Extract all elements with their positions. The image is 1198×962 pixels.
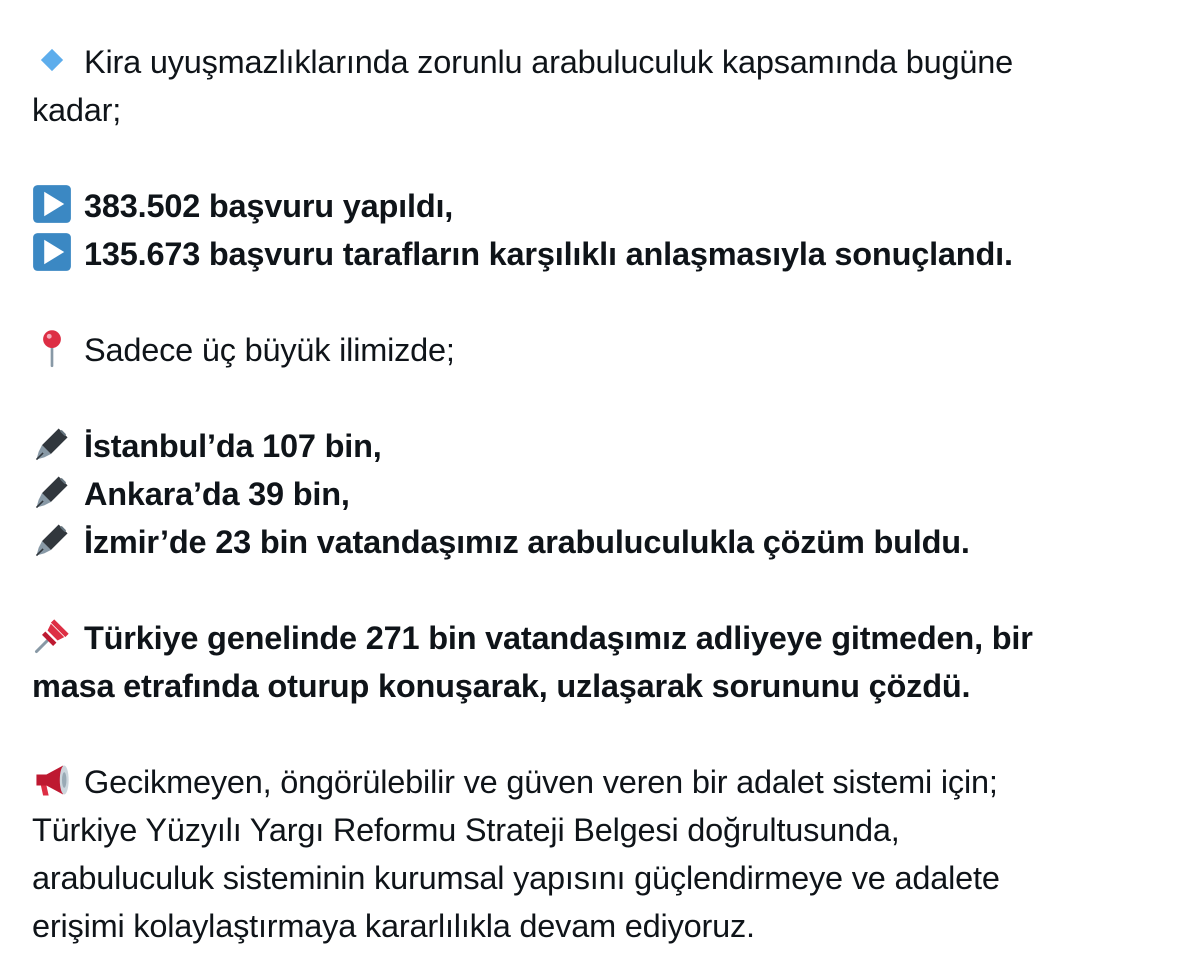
- spacer: [32, 374, 1182, 422]
- spacer: [32, 134, 1182, 182]
- stat-text-applications: 383.502 başvuru yapıldı,: [84, 188, 454, 224]
- stat-line-agreements: [32, 230, 1182, 278]
- round-pushpin-icon: [32, 328, 72, 368]
- closing-line-2: [32, 806, 1182, 854]
- closing-text-4: erişimi kolaylaştırmaya kararlılıkla devam ediyoruz.: [32, 908, 755, 944]
- intro-line-2: [32, 86, 1182, 134]
- megaphone-icon: [32, 760, 72, 800]
- fountain-pen-icon: [32, 424, 72, 464]
- small-blue-diamond-icon: [32, 40, 72, 80]
- closing-text-1: Gecikmeyen, öngörülebilir ve güven veren bir adalet sistemi için;: [84, 764, 998, 800]
- spacer: [32, 566, 1182, 614]
- spacer: [32, 278, 1182, 326]
- city-line-istanbul: [32, 422, 1182, 470]
- city-line-izmir: [32, 518, 1182, 566]
- nationwide-text-2: masa etrafında oturup konuşarak, uzlaşarak sorununu çözdü.: [32, 668, 971, 704]
- city-text-izmir: İzmir’de 23 bin vatandaşımız arabuluculukla çözüm buldu.: [84, 524, 970, 560]
- city-line-ankara: [32, 470, 1182, 518]
- closing-line-3: [32, 854, 1182, 902]
- closing-text-3: arabuluculuk sisteminin kurumsal yapısını güçlendirmeye ve adalete: [32, 860, 1000, 896]
- post-body: [32, 38, 1182, 950]
- city-text-ankara: Ankara’da 39 bin,: [84, 476, 350, 512]
- play-button-icon: [32, 184, 72, 224]
- nationwide-line-1: [32, 614, 1182, 662]
- intro-text-2: kadar;: [32, 92, 122, 128]
- closing-line-1: [32, 758, 1182, 806]
- fountain-pen-icon: [32, 520, 72, 560]
- nationwide-line-2: [32, 662, 1182, 710]
- fountain-pen-icon: [32, 472, 72, 512]
- play-button-icon: [32, 232, 72, 272]
- nationwide-text-1: Türkiye genelinde 271 bin vatandaşımız adliyeye gitmeden, bir: [84, 620, 1033, 656]
- city-text-istanbul: İstanbul’da 107 bin,: [84, 428, 382, 464]
- stat-text-agreements: 135.673 başvuru tarafların karşılıklı anlaşmasıyla sonuçlandı.: [84, 236, 1013, 272]
- stat-line-applications: [32, 182, 1182, 230]
- cities-heading: [32, 326, 1182, 374]
- intro-text-1: Kira uyuşmazlıklarında zorunlu arabuluculuk kapsamında bugüne: [84, 44, 1014, 80]
- closing-text-2: Türkiye Yüzyılı Yargı Reformu Strateji Belgesi doğrultusunda,: [32, 812, 900, 848]
- intro-line-1: [32, 38, 1182, 86]
- pushpin-icon: [32, 616, 72, 656]
- cities-heading-text: Sadece üç büyük ilimizde;: [84, 332, 455, 368]
- spacer: [32, 710, 1182, 758]
- closing-line-4: [32, 902, 1182, 950]
